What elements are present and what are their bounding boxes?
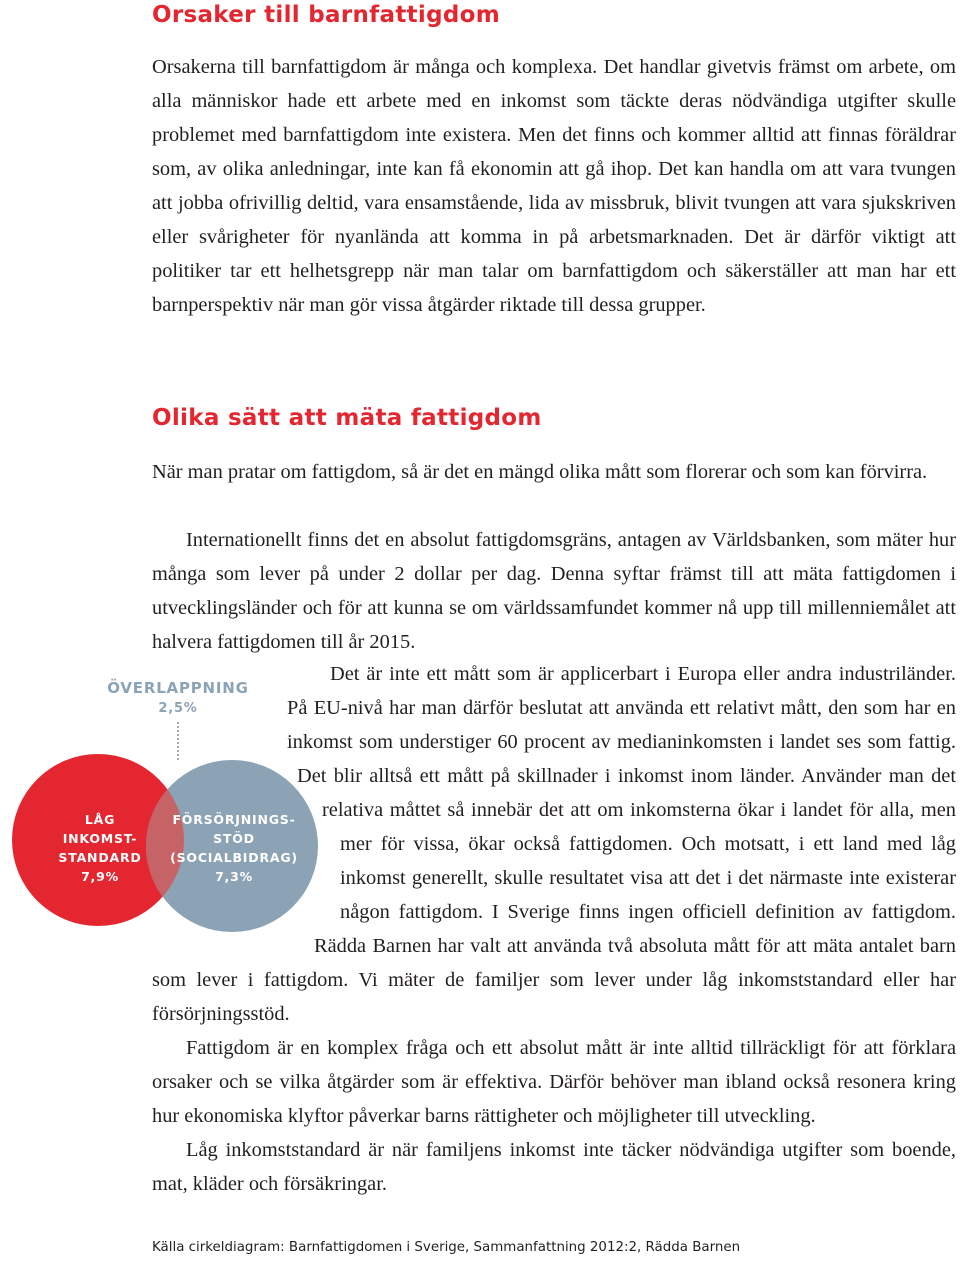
paragraph-causes: Orsakerna till barnfattigdom är många och komplexa. Det handlar givetvis främst om arbete, om alla människor hade ett arbete med en inkomst som täckte deras nödvändiga utgifter skulle problemet med barnfattigdom inte existera. Men det finns och kommer alltid att finnas föräldrar som, av olika anledningar, inte kan få ekonomin att gå ihop. Det kan handla om att vara tvungen att jobba ofrivillig deltid, vara ensamstående, lida av missbruk, blivit tvungen att vara sjukskriven eller svårigheter för nyanlända att komma in på arbetsmarknaden. Det är därför viktigt att politiker tar ett helhetsgrepp när man talar om barnfattigdom och säkerställer att man har ett barnperspektiv när man gör vissa åtgärder riktade till dessa grupper. (152, 56, 956, 316)
welfare-label-line-2: STÖD (213, 831, 255, 846)
welfare-value: 7,3% (215, 869, 253, 884)
overlap-label: ÖVERLAPPNING (107, 679, 249, 697)
welfare-label-line-3: (SOCIALBIDRAG) (170, 850, 298, 865)
low-income-label-line-1: LÅG (84, 812, 116, 827)
section-title-causes: Orsaker till barnfattigdom (152, 2, 500, 28)
low-income-value: 7,9% (81, 869, 119, 884)
paragraph-eu-relative: Det är inte ett mått som är applicerbart i Europa eller andra industriländer. På EU-nivå har man därför beslutat att använda ett relativt mått, den som har en inkomst som understiger 60 procent av medianinkomsten i landet ses som fattig. Det blir alltså ett mått på skillnader i inkomst inom länder. Använder man det relativa måttet så innebär det att om inkomsterna ökar i landet för alla, men mer för vissa, ökar också fattigdomen. Och motsatt, i ett land med låg inkomst generellt, skulle resultatet visa att det i det närmaste inte existerar någon fattigdom. I Sverige finns ingen officiell definition av fattigdom. Rädda Barnen har valt att använda två absoluta mått för att mäta antalet barn som lever i fattigdom. Vi mäter de familjer som lever under låg inkomststandard eller har försörjningsstöd. (152, 663, 956, 1025)
section-title-measurement: Olika sätt att mäta fattigdom (152, 405, 542, 431)
source-caption: Källa cirkeldiagram: Barnfattigdomen i Sverige, Sammanfattning 2012:2, Rädda Barnen (152, 1240, 741, 1255)
paragraph-complexity: Fattigdom är en komplex fråga och ett absolut mått är inte alltid tillräckligt för att förklara orsaker och se vilka åtgärder som är effektiva. Därför behöver man ibland också resonera kring hur ekonomiska klyftor påverkar barns rättigheter och möjligheter till utveckling. (152, 1037, 956, 1127)
low-income-label-line-3: STANDARD (58, 850, 142, 865)
paragraph-measures-intro: När man pratar om fattigdom, så är det en mängd olika mått som florerar och som kan förvirra. (152, 461, 928, 483)
low-income-label-line-2: INKOMST- (62, 831, 138, 846)
welfare-label-line-1: FÖRSÖRJNINGS- (172, 812, 296, 827)
paragraph-low-income-definition: Låg inkomststandard är när familjens inkomst inte täcker nödvändiga utgifter som boende, mat, kläder och försäkringar. (152, 1139, 956, 1195)
overlap-value: 2,5% (158, 701, 198, 716)
venn-diagram (0, 660, 320, 950)
paragraph-world-bank: Internationellt finns det en absolut fattigdomsgräns, antagen av Världsbanken, som mäter hur många som lever på under 2 dollar per dag. Denna syftar främst till att mäta fattigdomen i utvecklingsländer och för att kunna se om världssamfundet kommer nå upp till millenniemålet att halvera fattigdomen till år 2015. (152, 529, 956, 653)
